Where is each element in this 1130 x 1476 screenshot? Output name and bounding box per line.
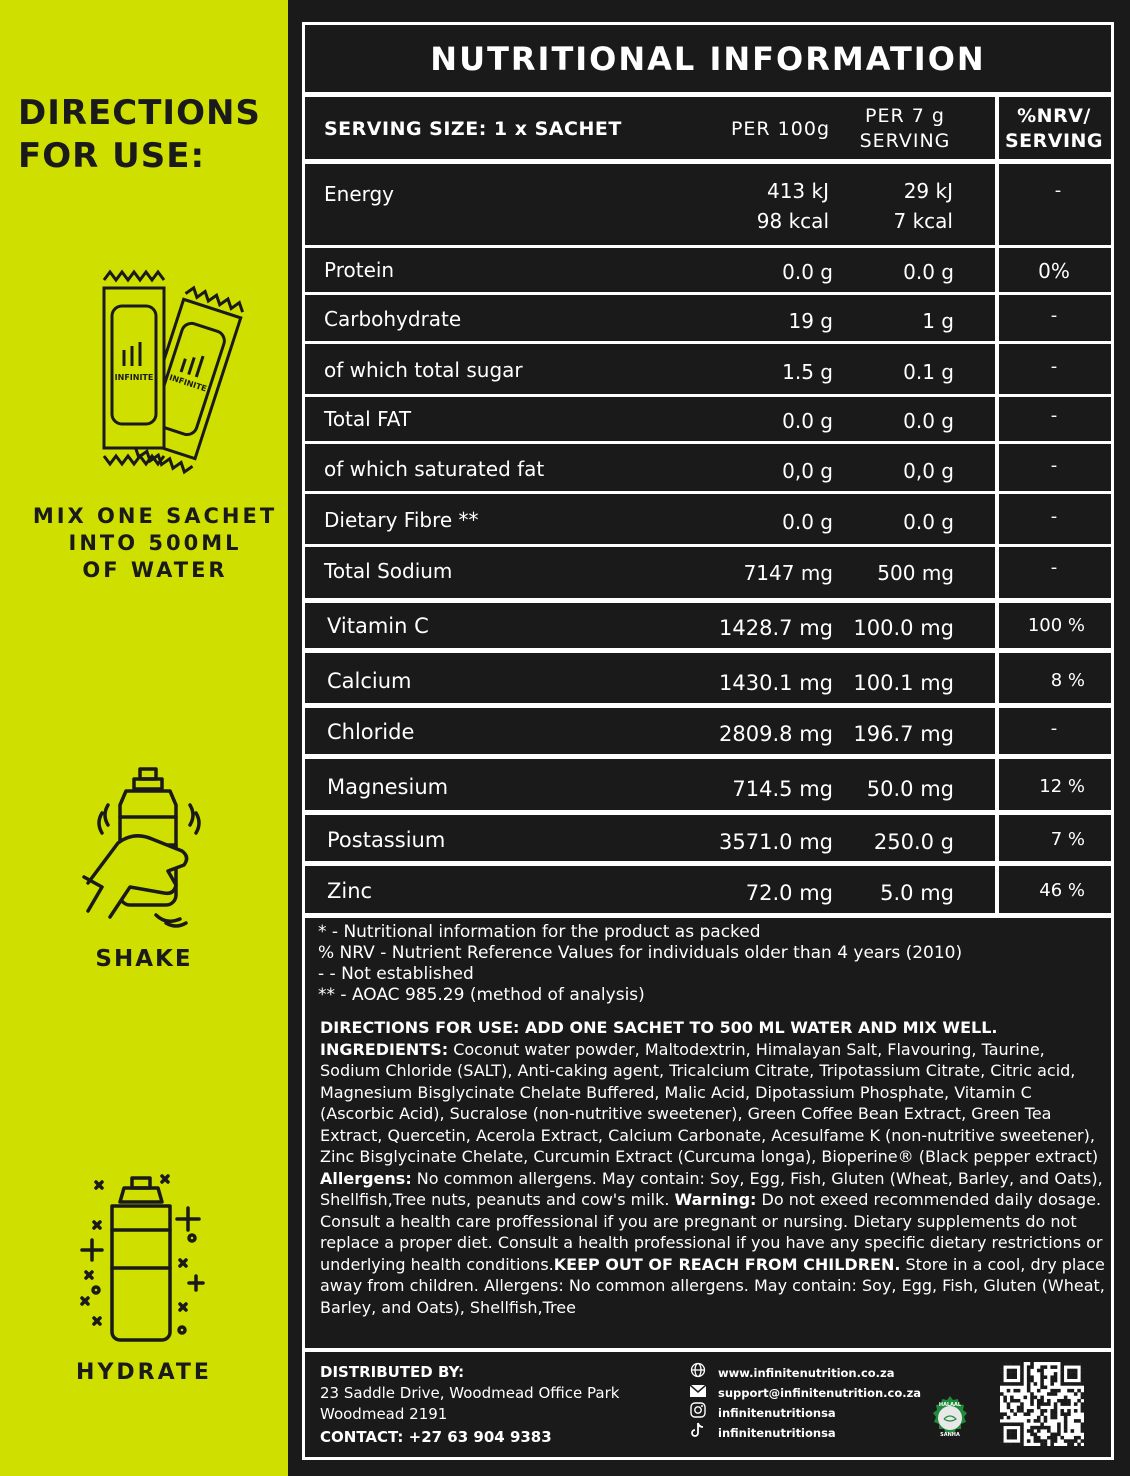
row-name: Protein [324, 258, 395, 282]
storage-text: Store in a cool, dry place away from children. Allergens: No common allergens. May contain: Soy, Egg, Fish, Gluten (Wheat, Barley, and Oats), Shellfish,Tree [320, 1254, 1105, 1317]
email-link[interactable]: support@infinitenutrition.co.za [718, 1386, 922, 1400]
allergens-label: Allergens: [320, 1168, 412, 1188]
header-per-serving [840, 104, 970, 154]
header-nrv-line2: SERVING [1004, 130, 1104, 152]
row-per100: 2809.8 mg [719, 722, 833, 746]
row-per100: 19 g [788, 309, 833, 333]
row-serving: 0,0 g [903, 459, 954, 483]
table-row [305, 547, 1111, 598]
svg-text:INFINITE: INFINITE [168, 372, 208, 394]
mix-line3: OF WATER [82, 558, 228, 582]
table-row [305, 295, 1111, 341]
divider [305, 913, 1111, 918]
row-serving: 100.1 mg [853, 671, 954, 695]
table-row [305, 494, 1111, 544]
row-name: Total FAT [324, 407, 412, 431]
row-name: of which total sugar [324, 358, 523, 382]
row-per100: 0.0 g [782, 510, 833, 534]
row-nrv: 100 % [1027, 615, 1085, 636]
contact-label: CONTACT: [320, 1428, 404, 1446]
left-panel [0, 0, 288, 1476]
hydrate-bottle-icon [76, 1172, 206, 1347]
directions-title-line2: FOR USE: [18, 136, 206, 176]
row-serving: 1 g [922, 309, 954, 333]
row-serving: 196.7 mg [853, 722, 954, 746]
instagram-row[interactable] [688, 1403, 928, 1423]
keep-out-text: KEEP OUT OF REACH FROM CHILDREN. [553, 1254, 901, 1274]
ingredients-block [320, 1017, 1110, 1318]
hydrate-label: HYDRATE [76, 1360, 212, 1385]
row-name: Energy [324, 182, 395, 206]
globe-icon [688, 1362, 708, 1384]
sachet-icon [96, 262, 246, 492]
table-row [305, 603, 1111, 648]
row-nrv: - [1050, 455, 1058, 476]
row-per100: 0.0 g [782, 409, 833, 433]
mix-line1: MIX ONE SACHET [32, 504, 278, 528]
row-name: Total Sodium [324, 559, 453, 583]
table-row [305, 397, 1111, 441]
row-name: Chloride [327, 720, 415, 744]
tiktok-row[interactable] [688, 1423, 928, 1443]
directions-title-line1: DIRECTIONS [18, 93, 261, 133]
halaal-logo-icon [928, 1395, 972, 1441]
table-row [305, 653, 1111, 703]
row-nrv: - [1050, 506, 1058, 527]
row-per100-kcal: 98 kcal [756, 209, 829, 233]
footnote: - - Not established [318, 964, 474, 984]
row-per100: 7147 mg [743, 561, 833, 585]
row-serving: 0.1 g [903, 360, 954, 384]
row-per100: 0.0 g [782, 260, 833, 284]
row-per100: 72.0 mg [745, 881, 833, 905]
svg-text:HALAAL: HALAAL [938, 1402, 962, 1408]
directions-title [18, 92, 278, 178]
footnote: ** - AOAC 985.29 (method of analysis) [318, 985, 645, 1005]
table-row [305, 248, 1111, 292]
tiktok-link[interactable]: infinitenutritionsa [718, 1426, 836, 1440]
header-per-100g: PER 100g [730, 118, 830, 140]
allergens-text: No common allergens. May contain: Soy, Egg, Fish, Gluten (Wheat, Barley, and Oats), Shellfish,Tree nuts, peanuts and cow's milk. [320, 1168, 1103, 1209]
row-name: Calcium [327, 669, 412, 693]
table-row [305, 344, 1111, 394]
warning-text: Do not exeed recommended daily dosage. Consult a health care proffessional if you are pregnant or nursing. Dietary supplements do not replace a proper diet. Consult a health professional if you have any specific dietary restrictions or underlying health conditions. [320, 1190, 1103, 1274]
row-per100: 1.5 g [782, 360, 833, 384]
row-name: Carbohydrate [324, 307, 462, 331]
ingredients-text: Coconut water powder, Maltodextrin, Himalayan Salt, Flavouring, Taurine, Sodium Chloride (SALT), Anti-caking agent, Tricalcium Citrate, Tripotassium Citrate, Citric acid, Magnesium Bisglycinate Chelate Buffered, Malic Acid, Dipotassium Phosphate, Vitamin C (Ascorbic Acid), Sucralose (non-nutritive sweetener), Green Coffee Bean Extract, Green Tea Extract, Quercetin, Acerola Extract, Calcium Carbonate, Acesulfame K (non-nutritive sweetener), Zinc Bisglycinate Chelate, Curcumin Extract (Curcuma longa), Bioperine® (Black pepper extract) [320, 1039, 1099, 1166]
row-nrv: 12 % [1039, 776, 1085, 797]
website-row[interactable] [688, 1363, 928, 1383]
row-nrv: - [1050, 405, 1058, 426]
shake-label: SHAKE [95, 946, 193, 972]
row-serving: 0.0 g [903, 260, 954, 284]
row-nrv: - [1050, 557, 1058, 578]
header-per-serving-line2: SERVING [859, 130, 951, 152]
row-name: of which saturated fat [324, 457, 545, 481]
contacts-block [688, 1363, 928, 1443]
row-per100: 3571.0 mg [719, 830, 833, 854]
row-per100-kj: 413 kJ [766, 179, 829, 203]
header-nrv [999, 104, 1109, 154]
address-line1: 23 Saddle Drive, Woodmead Office Park [320, 1384, 620, 1402]
shake-bottle-icon [78, 765, 218, 935]
row-serving: 50.0 mg [866, 777, 954, 801]
row-serving-kj: 29 kJ [903, 179, 953, 203]
row-serving: 0.0 g [903, 510, 954, 534]
mix-line2: INTO 500ML [68, 531, 242, 555]
mail-icon [688, 1383, 708, 1403]
row-serving: 100.0 mg [853, 616, 954, 640]
directions-text: DIRECTIONS FOR USE: ADD ONE SACHET TO 500 ML WATER AND MIX WELL. [320, 1018, 998, 1037]
row-nrv: - [1054, 180, 1062, 201]
svg-text:SANHA: SANHA [940, 1432, 960, 1438]
row-serving: 0.0 g [903, 409, 954, 433]
row-serving: 5.0 mg [880, 881, 954, 905]
table-row [305, 444, 1111, 491]
svg-text:INFINITE: INFINITE [114, 373, 154, 382]
mix-instructions [20, 503, 290, 584]
tiktok-icon [688, 1422, 708, 1444]
row-nrv: - [1050, 305, 1058, 326]
row-serving-kcal: 7 kcal [893, 209, 953, 233]
header-nrv-line1: %NRV/ [1017, 105, 1091, 127]
footnotes [318, 922, 1098, 1006]
row-nrv: 46 % [1039, 880, 1085, 901]
table-row [305, 866, 1111, 913]
row-name: Dietary Fibre ** [324, 508, 479, 532]
table-row [305, 815, 1111, 861]
qr-code-icon[interactable] [1000, 1362, 1084, 1446]
row-name: Magnesium [327, 775, 449, 799]
instagram-link[interactable]: infinitenutritionsa [718, 1406, 836, 1420]
divider [305, 92, 1111, 97]
warning-label: Warning: [674, 1190, 757, 1209]
table-row [305, 708, 1111, 754]
table-row-energy [305, 164, 1111, 245]
nutrition-title: NUTRITIONAL INFORMATION [430, 40, 986, 78]
distributor-block [320, 1362, 680, 1448]
footnote: % NRV - Nutrient Reference Values for individuals older than 4 years (2010) [318, 943, 963, 963]
header-per-serving-line1: PER 7 g [865, 105, 945, 127]
divider [305, 1348, 1111, 1352]
row-per100: 1428.7 mg [719, 616, 833, 640]
row-name: Zinc [327, 879, 373, 903]
row-nrv: - [1050, 718, 1058, 739]
email-row[interactable] [688, 1383, 928, 1403]
row-nrv: - [1050, 356, 1058, 377]
ingredients-label: INGREDIENTS: [320, 1039, 449, 1059]
row-name: Vitamin C [327, 614, 429, 638]
row-serving: 250.0 g [873, 830, 954, 854]
row-nrv: 0% [1038, 259, 1070, 283]
distributor-label: DISTRIBUTED BY: [320, 1363, 465, 1381]
row-per100: 714.5 mg [732, 777, 833, 801]
row-per100: 0,0 g [782, 459, 833, 483]
contact-number: +27 63 904 9383 [403, 1428, 552, 1446]
header-serving-size: SERVING SIZE: 1 x SACHET [324, 118, 622, 140]
row-name: Postassium [327, 828, 446, 852]
table-row [305, 759, 1111, 810]
row-per100: 1430.1 mg [719, 671, 833, 695]
footnote: * - Nutritional information for the product as packed [318, 922, 761, 942]
address-line2: Woodmead 2191 [320, 1405, 448, 1423]
instagram-icon [688, 1402, 708, 1424]
website-link[interactable]: www.infinitenutrition.co.za [718, 1366, 895, 1380]
row-nrv: 7 % [1050, 829, 1085, 850]
row-nrv: 8 % [1050, 670, 1085, 691]
row-serving: 500 mg [877, 561, 954, 585]
